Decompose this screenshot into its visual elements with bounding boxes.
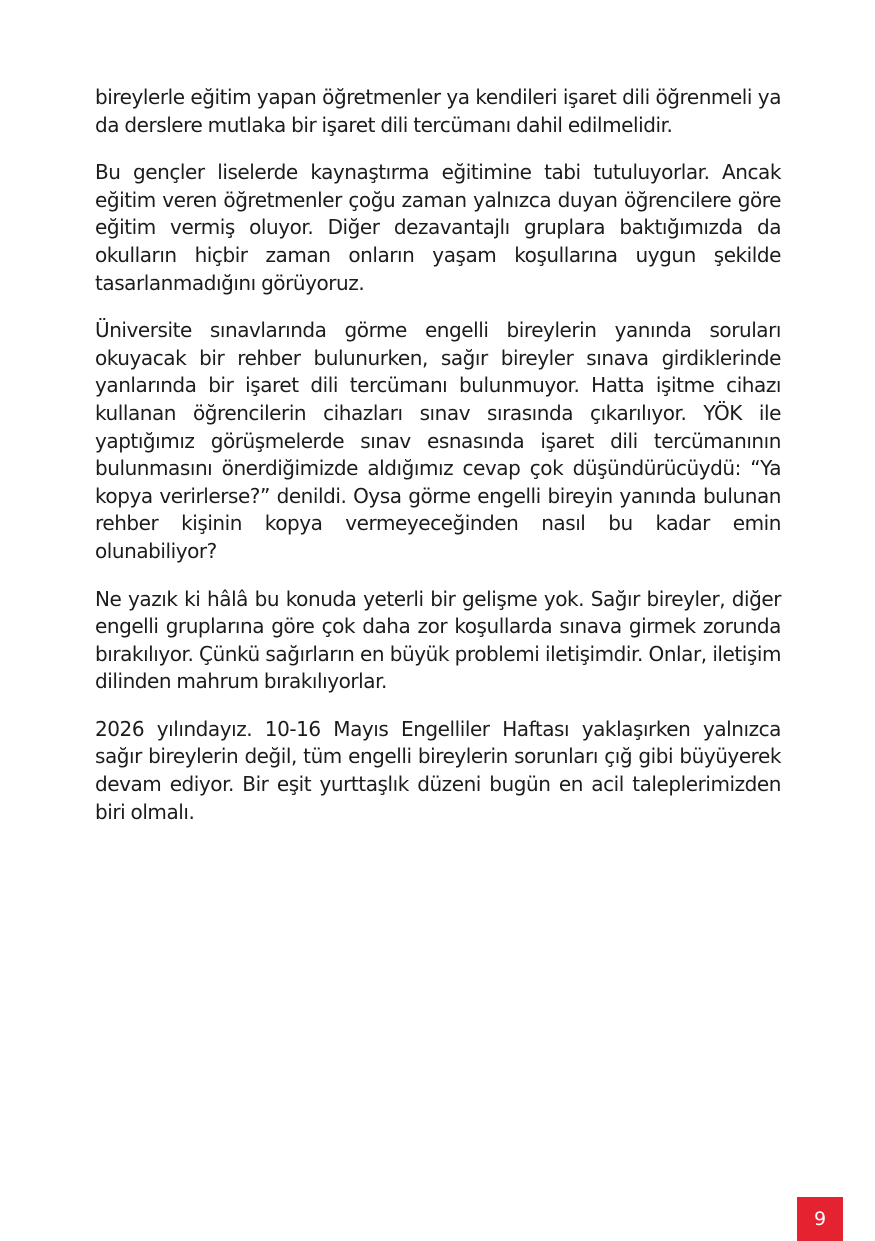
paragraph-1: bireylerle eğitim yapan öğretmenler ya kendileri işaret dili öğrenmeli ya da derslere mutlaka bir işaret dili tercümanı dahil edilmelidir. (95, 85, 781, 137)
paragraph-5: 2026 yılındayız. 10-16 Mayıs Engelliler Haftası yaklaşırken yalnızca sağır bireylerin değil, tüm engelli bireylerin sorunları çığ gibi büyüyerek devam ediyor. Bir eşit yurttaşlık düzeni bugün en acil taleplerimizden biri olmalı. (95, 716, 781, 824)
page-number-badge (797, 1197, 843, 1241)
body-text (95, 84, 781, 846)
paragraph-3: Üniversite sınavlarında görme engelli bireylerin yanında soruları okuyacak bir rehber bulunurken, sağır bireyler sınava girdiklerinde yanlarında bir işaret dili tercümanı bulunmuyor. Hatta işitme cihazı kullanan öğrencilerin cihazları sınav sırasında çıkarılıyor. YÖK ile yaptığımız görüşmelerde sınav esnasında işaret dili tercümanının bulunmasını önerdiğimizde aldığımız cevap çok düşündürücüydü: “Ya kopya verirlerse?” denildi. Oysa görme engelli bireyin yanında bulunan rehber kişinin kopya vermeyeceğinden nasıl bu kadar emin olunabiliyor? (95, 318, 781, 563)
page-number: 9 (813, 1208, 827, 1230)
paragraph-2: Bu gençler liselerde kaynaştırma eğitimine tabi tutuluyorlar. Ancak eğitim veren öğretmenler çoğu zaman yalnızca duyan öğrencilere göre eğitim vermiş oluyor. Diğer dezavantajlı gruplara baktığımızda da okulların hiçbir zaman onların yaşam koşullarına uygun şekilde tasarlanmadığını görüyoruz. (95, 160, 781, 295)
paragraph-4: Ne yazık ki hâlâ bu konuda yeterli bir gelişme yok. Sağır bireyler, diğer engelli gruplarına göre çok daha zor koşullarda sınava girmek zorunda bırakılıyor. Çünkü sağırların en büyük problemi iletişimdir. Onlar, iletişim dilinden mahrum bırakılıyorlar. (95, 586, 781, 694)
